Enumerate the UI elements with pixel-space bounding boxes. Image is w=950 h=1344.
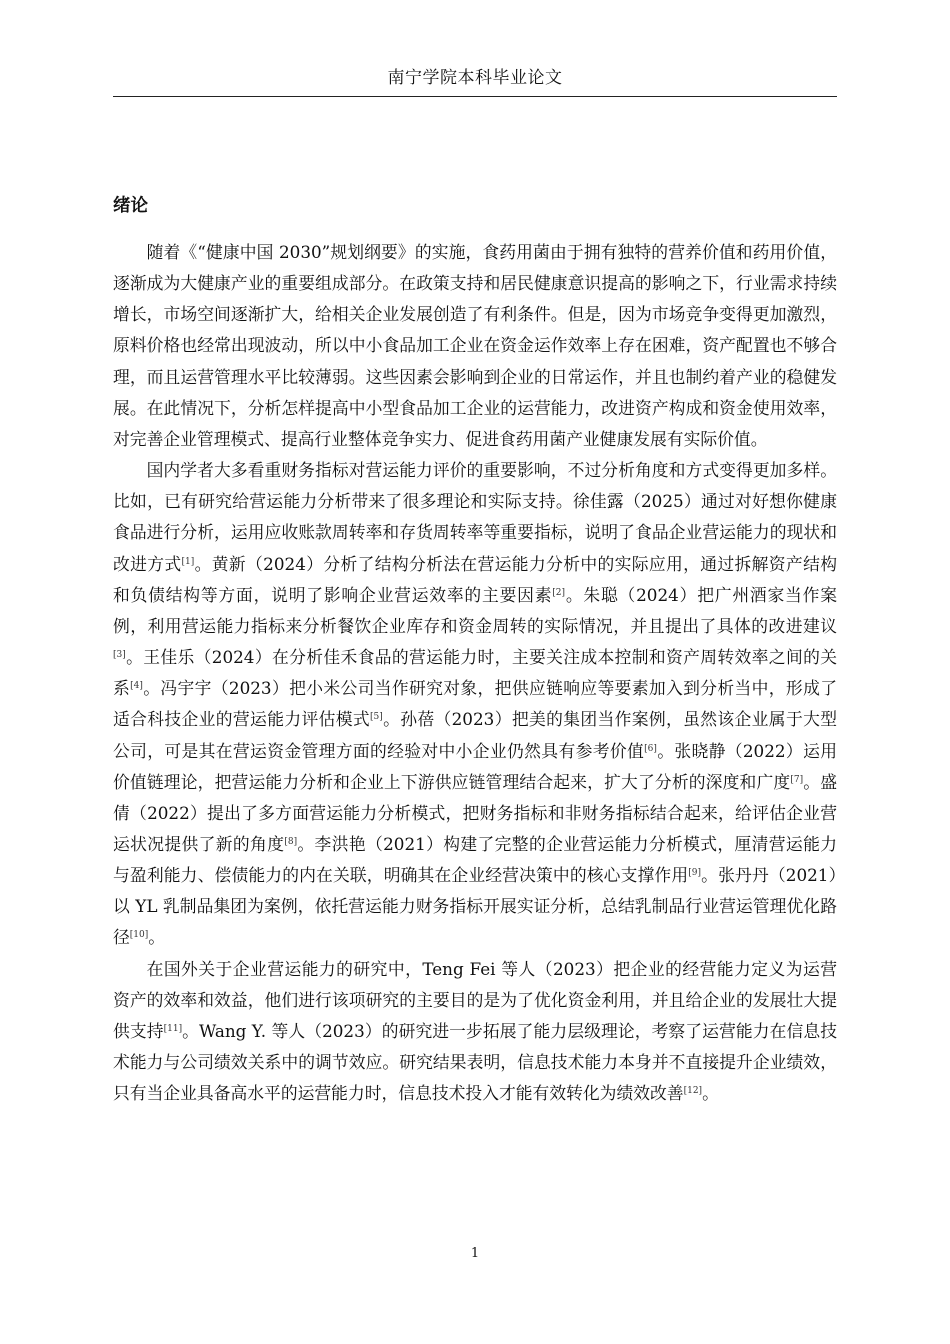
text-run: 。 — [702, 1083, 719, 1104]
citation-ref: [11] — [163, 1023, 183, 1034]
text-run: 。Wang Y. 等人（2023）的研究进一步拓展了能力层级理论，考察了运营能力在信息技术能力与公司绩效关系中的调节效应。研究结果表明，信息技术能力本身并不直接提升企业绩效，只有当企业具备高水平的运营能力时，信息技术投入才能有效转化为绩效改善 — [113, 1020, 837, 1104]
text-run: 。 — [148, 927, 166, 948]
text-run: 。朱聪（2024）把广州酒家当作案例，利用营运能力指标来分析餐饮企业库存和资金周转的实际情况，并且提出了具体的改进建议 — [113, 584, 837, 636]
text-run: 随着《“健康中国 2030”规划纲要》的实施，食药用菌由于拥有独特的营养价值和药用价值，逐渐成为大健康产业的重要组成部分。在政策支持和居民健康意识提高的影响之下，行业需求持续增长，市场空间逐渐扩大，给相关企业发展创造了有利条件。但是，因为市场竞争变得更加激烈，原料价格也经常出现波动，所以中小食品加工企业在资金运作效率上存在困难，资产配置也不够合理，而且运营管理水平比较薄弱。这些因素会影响到企业的日常运作，并且也制约着产业的稳健发展。在此情况下，分析怎样提高中小型食品加工企业的运营能力，改进资产构成和资金使用效率，对完善企业管理模式、提高行业整体竞争实力、促进食药用菌产业健康发展有实际价值。 — [113, 242, 837, 449]
citation-ref: [5] — [370, 712, 383, 723]
paragraph-2 — [113, 455, 837, 954]
text-run: 。黄新（2024）分析了结构分析法在营运能力分析中的实际应用，通过拆解资产结构和负债结构等方面，说明了影响企业营运效率的主要因素 — [113, 553, 837, 605]
citation-ref: [3] — [113, 650, 126, 661]
text-run: 。张丹丹（2021）以 YL 乳制品集团为案例，依托营运能力财务指标开展实证分析，总结乳制品行业营运管理优化路径 — [113, 865, 837, 948]
running-header: 南宁学院本科毕业论文 — [387, 68, 563, 88]
paragraph-3 — [113, 954, 837, 1110]
body-text — [113, 237, 837, 1109]
text-run: 。王佳乐（2024）在分析佳禾食品的营运能力时，主要关注成本控制和资产周转效率之间的关系 — [113, 647, 837, 699]
text-run: 。冯宇宇（2023）把小米公司当作研究对象，把供应链响应等要素加入到分析当中，形成了适合科技企业的营运能力评估模式 — [113, 678, 837, 730]
text-run: 国内学者大多看重财务指标对营运能力评价的重要影响，不过分析角度和方式变得更加多样。比如，已有研究给营运能力分析带来了很多理论和实际支持。徐佳露（2025）通过对好想你健康食品进行分析，运用应收账款周转率和存货周转率等重要指标，说明了食品企业营运能力的现状和改进方式 — [113, 460, 837, 574]
text-run: 。李洪艳（2021）构建了完整的企业营运能力分析模式，厘清营运能力与盈利能力、偿债能力的内在关联，明确其在企业经营决策中的核心支撑作用 — [113, 833, 837, 886]
text-run: 在国外关于企业营运能力的研究中，Teng Fei 等人（2023）把企业的经营能力定义为运营资产的效率和效益，他们进行该项研究的主要目的是为了优化资金利用，并且给企业的发展壮大提供支持 — [113, 958, 837, 1041]
citation-ref: [8] — [284, 836, 298, 847]
citation-ref: [6] — [644, 743, 657, 754]
citation-ref: [2] — [552, 587, 566, 598]
text-run: 。张晓静（2022）运用价值链理论，把营运能力分析和企业上下游供应链管理结合起来，扩大了分析的深度和广度 — [113, 740, 837, 792]
section-heading: 绪论 — [113, 196, 148, 216]
text-run: 。孙蓓（2023）把美的集团当作案例，虽然该企业属于大型公司，可是其在营运资金管理方面的经验对中小企业仍然具有参考价值 — [113, 709, 837, 761]
text-run: 。盛倩（2022）提出了多方面营运能力分析模式，把财务指标和非财务指标结合起来，给评估企业营运状况提供了新的角度 — [113, 771, 837, 854]
citation-ref: [9] — [688, 868, 702, 879]
citation-ref: [4] — [130, 681, 143, 692]
paragraph-1 — [113, 237, 837, 455]
header-rule — [113, 96, 837, 97]
citation-ref: [1] — [181, 556, 195, 567]
citation-ref: [7] — [790, 774, 804, 785]
citation-ref: [12] — [683, 1086, 703, 1097]
page-number: 1 — [470, 1246, 480, 1261]
citation-ref: [10] — [129, 930, 149, 941]
